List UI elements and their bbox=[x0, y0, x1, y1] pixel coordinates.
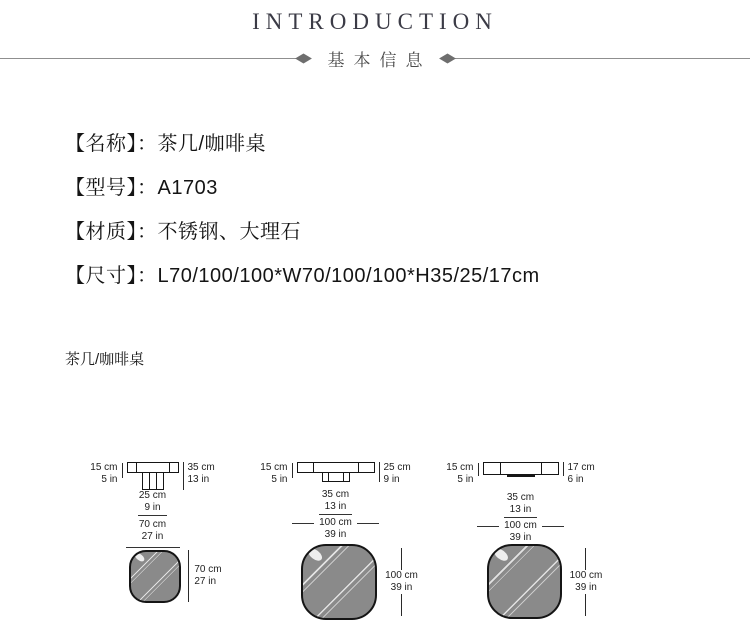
height-dimension-line bbox=[379, 462, 380, 482]
spec-row-material bbox=[65, 221, 540, 243]
side-view-drawing bbox=[483, 462, 559, 478]
height-label: 25 cm 9 in bbox=[383, 462, 411, 485]
separator-line-right bbox=[455, 58, 750, 59]
top-width-label: 100 cm 39 in bbox=[287, 515, 384, 541]
table-diagram-70cm bbox=[70, 455, 235, 603]
top-view-shape bbox=[301, 544, 377, 620]
spec-value: A1703 bbox=[157, 177, 218, 199]
pedestal-divider bbox=[343, 473, 344, 481]
base-strip-shape bbox=[507, 474, 535, 477]
top-view-shape bbox=[129, 550, 181, 603]
base-width-label: 35 cm 13 in bbox=[319, 489, 353, 515]
dimension-tick bbox=[478, 463, 479, 476]
diamond-icon bbox=[295, 54, 312, 64]
side-view-drawing bbox=[297, 462, 375, 482]
dimension-tick bbox=[122, 463, 123, 478]
height-label: 17 cm 6 in bbox=[567, 462, 595, 485]
side-view-drawing bbox=[127, 462, 179, 490]
thickness-label: 15 cm 5 in bbox=[446, 462, 474, 485]
base-width-label: 35 cm 13 in bbox=[504, 492, 538, 518]
plan-dimension bbox=[188, 550, 221, 602]
page-title: INTRODUCTION bbox=[252, 9, 498, 34]
table-diagram-100cm-h25 bbox=[248, 455, 423, 620]
pedestal-divider bbox=[156, 473, 157, 489]
top-width-line bbox=[477, 526, 499, 527]
spec-row-model bbox=[65, 177, 540, 199]
plan-size-label: 100 cm 39 in bbox=[385, 570, 418, 593]
pedestal-shape bbox=[322, 472, 350, 482]
dimension-tick bbox=[292, 463, 293, 478]
top-view-row bbox=[301, 544, 418, 620]
tabletop-divider bbox=[358, 463, 359, 472]
side-view-row bbox=[260, 462, 410, 486]
top-width-line bbox=[357, 523, 379, 524]
side-view-row bbox=[446, 462, 594, 486]
spec-value: 不锈钢、大理石 bbox=[157, 221, 301, 243]
section-subtitle: 基本信息 bbox=[327, 51, 432, 70]
top-width-label: 70 cm 27 in bbox=[126, 519, 180, 548]
plan-dimension bbox=[385, 548, 418, 616]
spec-label: 【名称】： bbox=[65, 133, 158, 155]
spec-label: 【材质】： bbox=[65, 221, 158, 243]
plan-size-label: 100 cm 39 in bbox=[569, 569, 603, 593]
thickness-label: 15 cm 5 in bbox=[260, 462, 288, 485]
top-width-label: 100 cm 39 in bbox=[472, 518, 569, 544]
spec-value: 茶几/咖啡桌 bbox=[157, 133, 267, 155]
spec-row-name bbox=[65, 133, 540, 155]
top-width-line bbox=[292, 523, 314, 524]
plan-dimension-line bbox=[401, 594, 402, 616]
top-view-shape bbox=[487, 544, 562, 619]
diamond-icon bbox=[439, 54, 456, 64]
plan-dimension-line bbox=[585, 548, 586, 570]
plan-dimension-line bbox=[401, 548, 402, 570]
top-view-row bbox=[487, 544, 603, 619]
table-diagram-100cm-h17 bbox=[428, 455, 613, 619]
tabletop-divider bbox=[500, 463, 501, 474]
tabletop-divider bbox=[313, 463, 314, 472]
thickness-label: 15 cm 5 in bbox=[90, 462, 118, 485]
spec-list bbox=[65, 133, 540, 309]
height-label: 35 cm 13 in bbox=[187, 462, 215, 485]
tabletop-divider bbox=[136, 463, 137, 472]
pedestal-shape bbox=[142, 472, 164, 490]
height-dimension-line bbox=[183, 462, 184, 490]
section-separator bbox=[0, 46, 750, 71]
spec-value: L70/100/100*W70/100/100*H35/25/17cm bbox=[157, 265, 540, 287]
spec-label: 【型号】： bbox=[65, 177, 158, 199]
plan-dimension bbox=[570, 548, 603, 616]
plan-dimension-line bbox=[585, 594, 586, 616]
spec-label: 【尺寸】： bbox=[65, 265, 158, 287]
pedestal-divider bbox=[328, 473, 329, 481]
tabletop-divider bbox=[541, 463, 542, 474]
height-dimension-line bbox=[563, 462, 564, 476]
separator-line-left bbox=[0, 58, 296, 59]
pedestal-divider bbox=[149, 473, 150, 489]
side-view-row bbox=[90, 462, 214, 490]
plan-dimension-line bbox=[188, 550, 189, 602]
plan-size-label: 70 cm 27 in bbox=[194, 563, 222, 587]
product-label: 茶几/咖啡桌 bbox=[65, 351, 145, 368]
tabletop-divider bbox=[169, 463, 170, 472]
spec-row-size bbox=[65, 265, 540, 287]
top-width-line bbox=[542, 526, 564, 527]
top-view-row bbox=[129, 548, 221, 603]
base-width-label: 25 cm 9 in bbox=[138, 490, 166, 516]
